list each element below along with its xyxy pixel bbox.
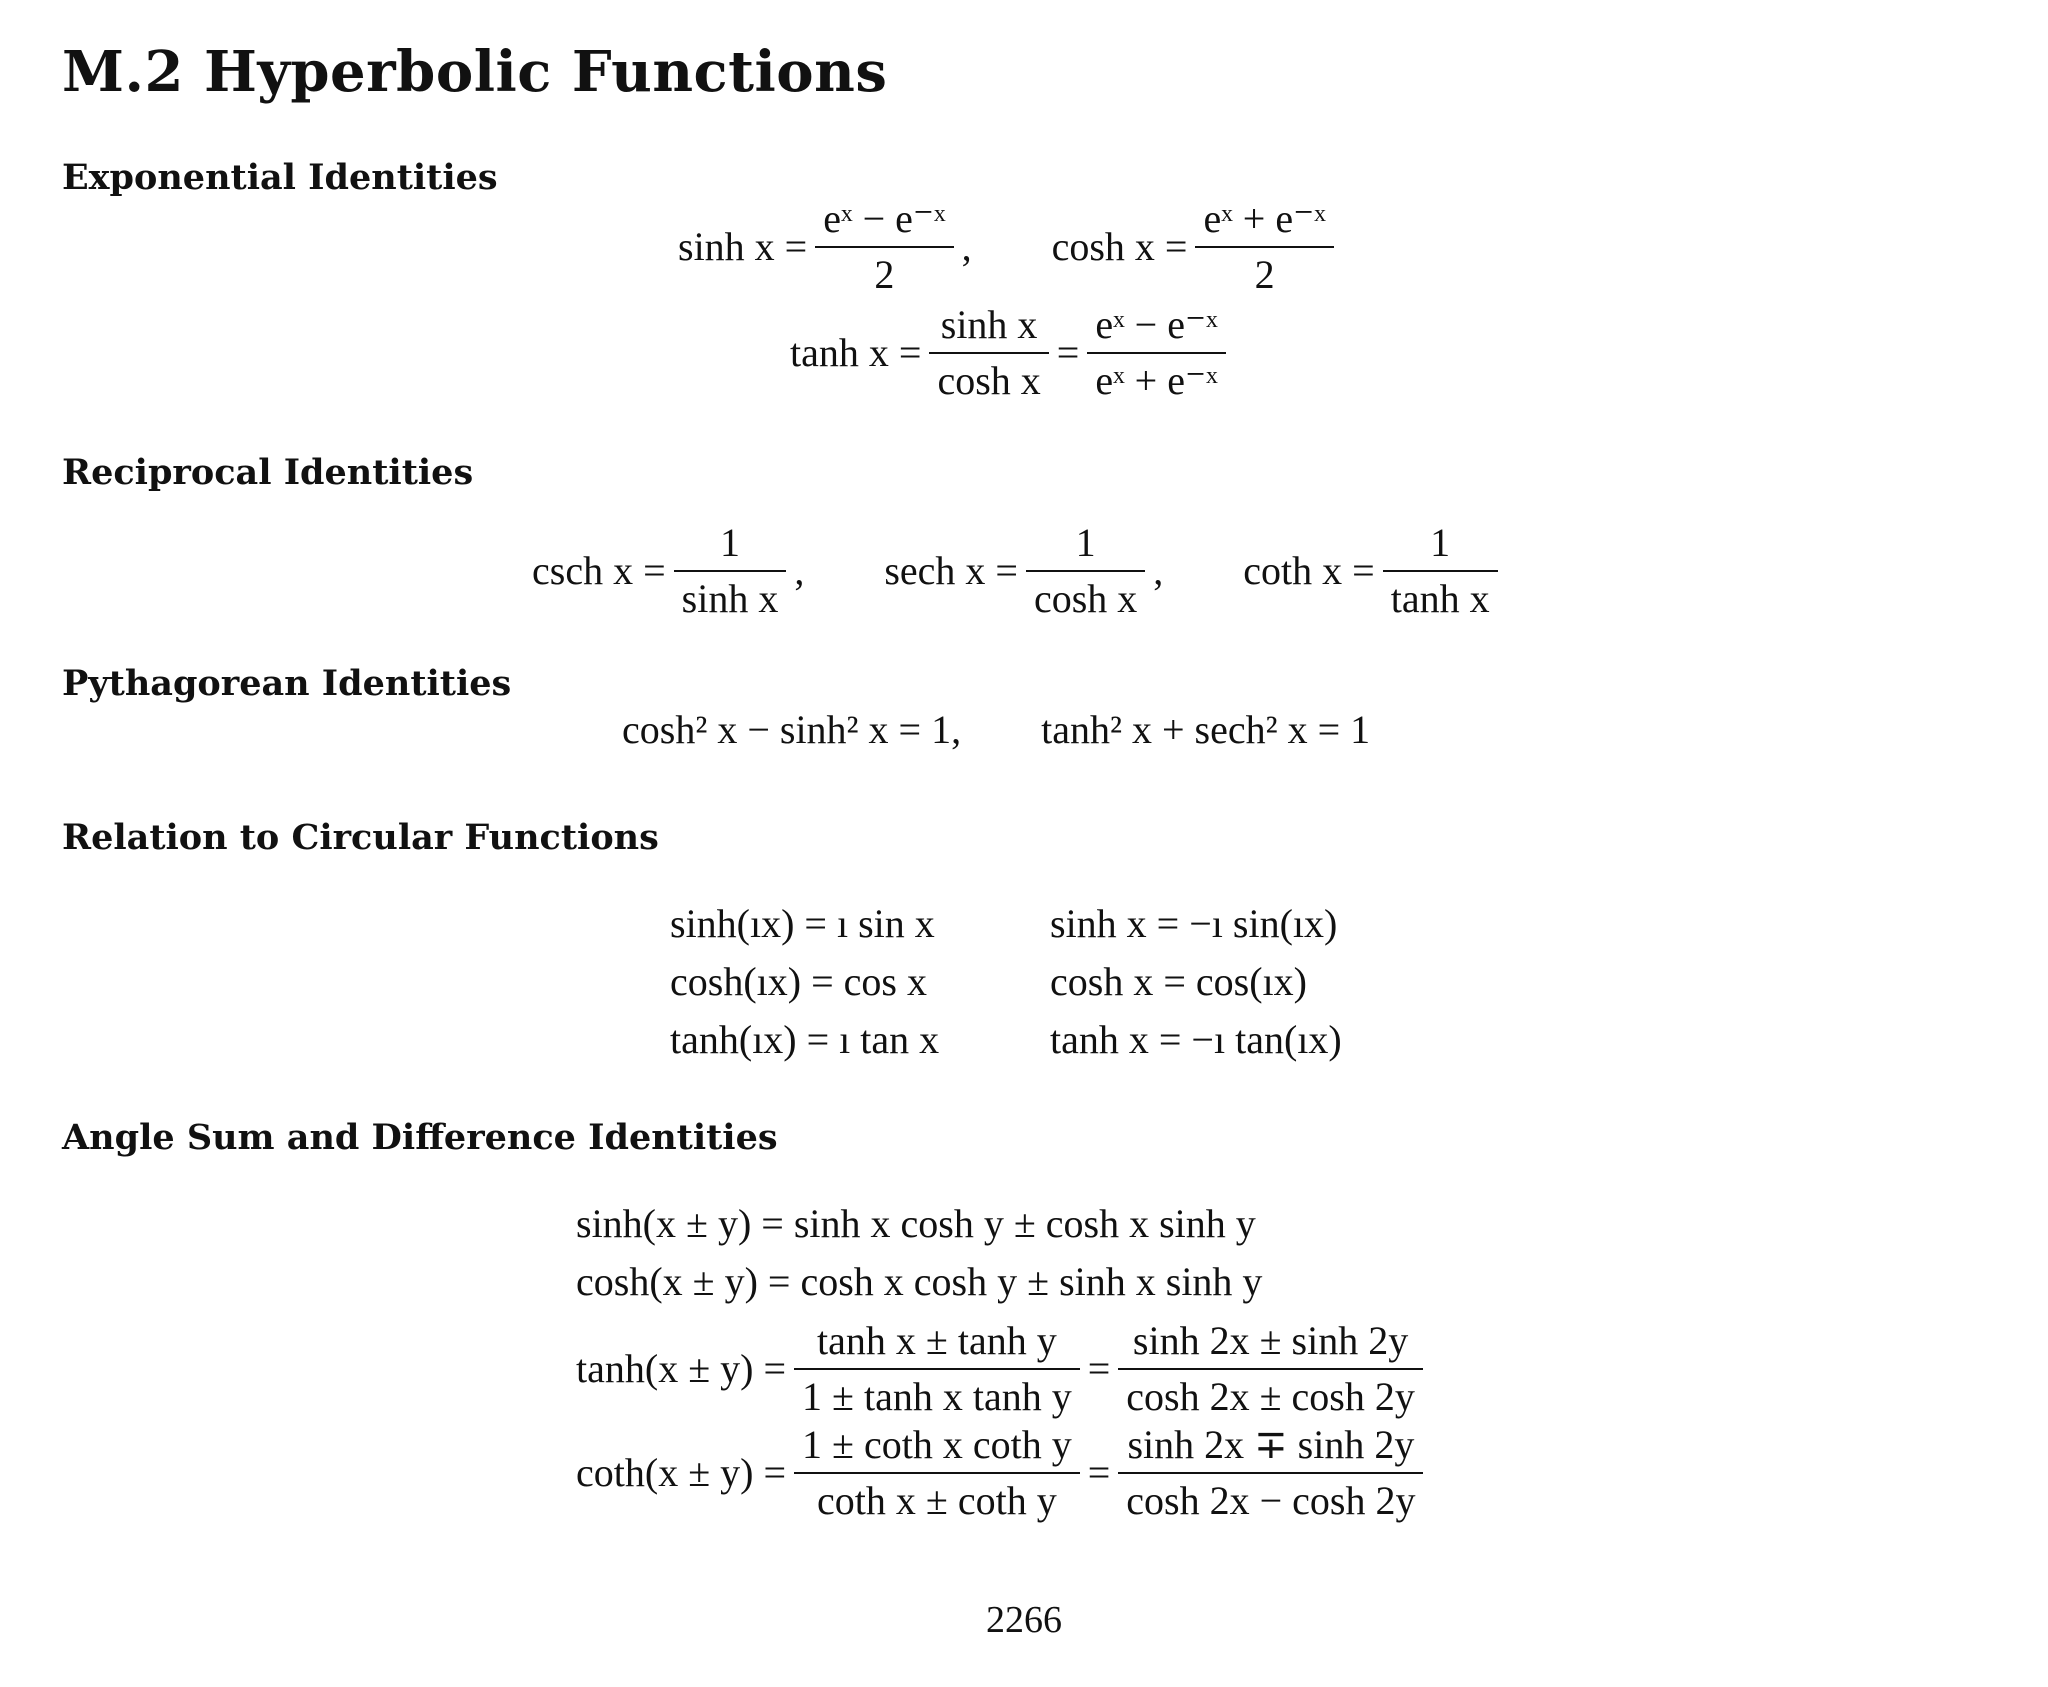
sinh-def-numerator: eˣ − e⁻ˣ bbox=[823, 196, 946, 241]
tanh-def-numerator-1: sinh x bbox=[940, 302, 1038, 347]
coth-angle-numerator-2: sinh 2x ∓ sinh 2y bbox=[1127, 1422, 1415, 1467]
equation-sinh-cosh-def bbox=[678, 196, 1342, 298]
cosh-def-fraction bbox=[1195, 196, 1333, 298]
csch-fraction bbox=[674, 520, 787, 622]
sinh-def-denominator: 2 bbox=[874, 252, 895, 297]
separator-comma: , bbox=[1153, 548, 1164, 593]
equation-tanh-def bbox=[790, 302, 1234, 404]
coth-angle-fraction-2 bbox=[1118, 1422, 1423, 1524]
coth-lhs: coth x = bbox=[1243, 548, 1375, 593]
sech-denominator: cosh x bbox=[1033, 576, 1138, 621]
fraction-bar bbox=[674, 570, 787, 572]
section-heading-circular: Relation to Circular Functions bbox=[62, 817, 659, 858]
fraction-bar bbox=[929, 352, 1048, 354]
circular-left: cosh(ıx) = cos x bbox=[670, 959, 927, 1004]
fraction-bar bbox=[815, 246, 953, 248]
section-heading-angle-sum: Angle Sum and Difference Identities bbox=[62, 1117, 778, 1158]
separator-comma: , bbox=[794, 548, 805, 593]
coth-fraction bbox=[1383, 520, 1498, 622]
page-number: 2266 bbox=[986, 1599, 1062, 1641]
coth-angle-sum bbox=[576, 1422, 1431, 1524]
coth-angle-lhs: coth(x ± y) = bbox=[576, 1450, 787, 1495]
coth-denominator: tanh x bbox=[1390, 576, 1490, 621]
circular-relations-table bbox=[670, 895, 1342, 1069]
sinh-def-fraction bbox=[815, 196, 953, 298]
coth-angle-denominator-2: cosh 2x − cosh 2y bbox=[1126, 1478, 1416, 1523]
section-heading-reciprocal: Reciprocal Identities bbox=[62, 452, 474, 493]
circular-right: tanh x = −ı tan(ıx) bbox=[1050, 1017, 1342, 1062]
tanh-def-lhs: tanh x = bbox=[790, 330, 922, 375]
tanh-angle-numerator-2: sinh 2x ± sinh 2y bbox=[1132, 1318, 1409, 1363]
tanh-angle-sum bbox=[576, 1318, 1431, 1420]
equation-pythagorean bbox=[622, 707, 1371, 752]
coth-angle-fraction-1 bbox=[794, 1422, 1080, 1524]
circular-right: cosh x = cos(ıx) bbox=[1050, 959, 1307, 1004]
cosh-def-lhs: cosh x = bbox=[1051, 224, 1188, 269]
tanh-def-numerator-2: eˣ − e⁻ˣ bbox=[1095, 302, 1218, 347]
coth-angle-denominator-1: coth x ± coth y bbox=[817, 1478, 1057, 1523]
circular-left: sinh(ıx) = ı sin x bbox=[670, 901, 935, 946]
equation-reciprocal bbox=[532, 520, 1506, 622]
sech-fraction bbox=[1026, 520, 1145, 622]
pythagorean-identity-1: cosh² x − sinh² x = 1, bbox=[622, 707, 962, 752]
equals-sign: = bbox=[1087, 1450, 1111, 1495]
cosh-def-denominator: 2 bbox=[1254, 252, 1275, 297]
circular-row bbox=[670, 895, 1342, 953]
pythagorean-identity-2: tanh² x + sech² x = 1 bbox=[1041, 707, 1371, 752]
circular-left: tanh(ıx) = ı tan x bbox=[670, 1017, 940, 1062]
fraction-bar bbox=[794, 1368, 1080, 1370]
tanh-def-fraction-1 bbox=[929, 302, 1048, 404]
tanh-angle-lhs: tanh(x ± y) = bbox=[576, 1346, 787, 1391]
angle-sum-block bbox=[576, 1195, 1262, 1311]
csch-lhs: csch x = bbox=[532, 548, 666, 593]
cosh-angle-sum: cosh(x ± y) = cosh x cosh y ± sinh x sinh y bbox=[576, 1259, 1263, 1304]
sinh-def-lhs: sinh x = bbox=[678, 224, 808, 269]
circular-row bbox=[670, 953, 1342, 1011]
sech-lhs: sech x = bbox=[884, 548, 1018, 593]
fraction-bar bbox=[1026, 570, 1145, 572]
fraction-bar bbox=[1118, 1472, 1423, 1474]
circular-row bbox=[670, 1011, 1342, 1069]
fraction-bar bbox=[794, 1472, 1080, 1474]
section-heading-pythagorean: Pythagorean Identities bbox=[62, 663, 512, 704]
tanh-def-fraction-2 bbox=[1087, 302, 1225, 404]
tanh-angle-fraction-1 bbox=[794, 1318, 1080, 1420]
csch-numerator: 1 bbox=[719, 520, 740, 565]
tanh-angle-numerator-1: tanh x ± tanh y bbox=[817, 1318, 1057, 1363]
circular-right: sinh x = −ı sin(ıx) bbox=[1050, 901, 1338, 946]
separator-comma: , bbox=[961, 224, 972, 269]
fraction-bar bbox=[1087, 352, 1225, 354]
fraction-bar bbox=[1195, 246, 1333, 248]
fraction-bar bbox=[1118, 1368, 1423, 1370]
tanh-angle-denominator-1: 1 ± tanh x tanh y bbox=[802, 1374, 1072, 1419]
equals-sign: = bbox=[1056, 330, 1080, 375]
tanh-def-denominator-1: cosh x bbox=[937, 358, 1041, 403]
fraction-bar bbox=[1383, 570, 1498, 572]
sinh-angle-sum: sinh(x ± y) = sinh x cosh y ± cosh x sinh y bbox=[576, 1201, 1256, 1246]
tanh-def-denominator-2: eˣ + e⁻ˣ bbox=[1095, 358, 1218, 403]
csch-denominator: sinh x bbox=[681, 576, 779, 621]
tanh-angle-denominator-2: cosh 2x ± cosh 2y bbox=[1126, 1374, 1415, 1419]
sech-numerator: 1 bbox=[1075, 520, 1096, 565]
section-heading-exponential: Exponential Identities bbox=[62, 157, 498, 198]
coth-angle-numerator-1: 1 ± coth x coth y bbox=[802, 1422, 1072, 1467]
coth-numerator: 1 bbox=[1430, 520, 1451, 565]
cosh-def-numerator: eˣ + e⁻ˣ bbox=[1203, 196, 1326, 241]
tanh-angle-fraction-2 bbox=[1118, 1318, 1423, 1420]
page-title: M.2 Hyperbolic Functions bbox=[62, 39, 888, 105]
equals-sign: = bbox=[1087, 1346, 1111, 1391]
